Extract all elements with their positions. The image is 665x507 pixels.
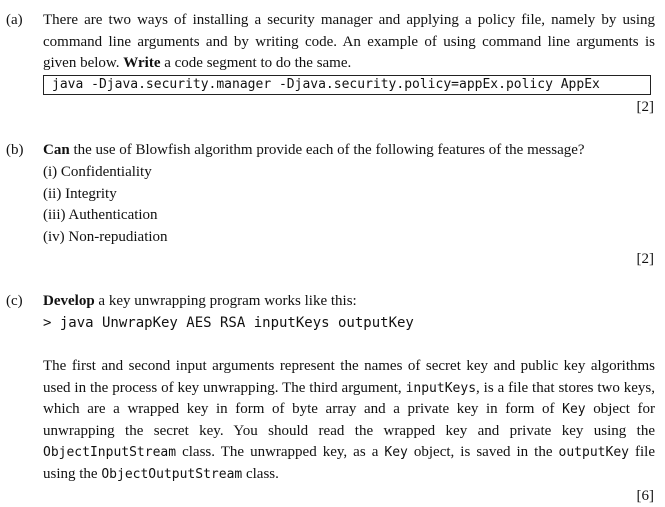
- part-a-write-keyword: Write: [123, 55, 161, 71]
- part-b-item-non-repudiation: (iv) Non-repudiation: [43, 229, 168, 245]
- part-a-marks: [2]: [636, 99, 654, 115]
- part-b-item-confidentiality: (i) Confidentiality: [43, 164, 152, 180]
- part-c-description: [43, 356, 655, 485]
- part-c-desc-text-4: class. The unwrapped key, as a: [176, 444, 385, 460]
- part-c-marks: [6]: [636, 488, 654, 504]
- code-objectoutputstream: ObjectOutputStream: [101, 466, 243, 482]
- part-b-item-authentication: (iii) Authentication: [43, 207, 158, 223]
- part-c-desc-text-2: , is a file that stores two keys, which are a wrapped key in form of byte array and a private key in form of: [43, 379, 655, 417]
- code-outputkey: outputKey: [558, 445, 629, 460]
- part-c-desc-text-7: class.: [242, 465, 279, 482]
- part-b-can-keyword: Can: [43, 142, 70, 158]
- part-a-code-box: java -Djava.security.manager -Djava.security.policy=appEx.policy AppEx: [43, 75, 651, 95]
- part-a-question: [43, 10, 655, 75]
- part-c-intro: [43, 291, 357, 312]
- code-inputkeys: inputKeys: [405, 380, 477, 396]
- part-b-question-text: the use of Blowfish algorithm provide each of the following features of the message?: [69, 142, 585, 158]
- part-b-item-integrity: (ii) Integrity: [43, 186, 117, 202]
- part-c-intro-text: a key unwrapping program works like this:: [94, 293, 357, 309]
- part-a-label: (a): [6, 12, 23, 28]
- part-a-text-2: a code segment to do the same.: [160, 55, 352, 71]
- part-c-desc-text-1: The first and second input arguments represent the names of secret key and public key algorithms used in the process of key unwrapping. The third argument,: [43, 358, 655, 396]
- code-objectinputstream: ObjectInputStream: [43, 445, 177, 460]
- code-key-2: Key: [384, 445, 408, 460]
- part-b-label: (b): [6, 142, 24, 158]
- part-c-label: (c): [6, 293, 23, 309]
- part-c-command-line: > java UnwrapKey AES RSA inputKeys outputKey: [43, 315, 414, 331]
- part-b-marks: [2]: [636, 251, 654, 267]
- code-key: Key: [562, 402, 586, 417]
- part-c-desc-text-3: object for unwrapping the secret key. You should read the wrapped key and private key using the: [43, 401, 655, 439]
- part-c-desc-text-6: file using the: [43, 444, 655, 482]
- part-c-develop-keyword: Develop: [43, 293, 95, 309]
- part-a-text-1: There are two ways of installing a security manager and applying a policy file, namely by using command line arguments and by writing code. An example of using command line arguments is given below.: [43, 12, 655, 71]
- part-c-desc-text-5: object, is saved in the: [407, 444, 559, 460]
- part-b-question: [43, 140, 585, 161]
